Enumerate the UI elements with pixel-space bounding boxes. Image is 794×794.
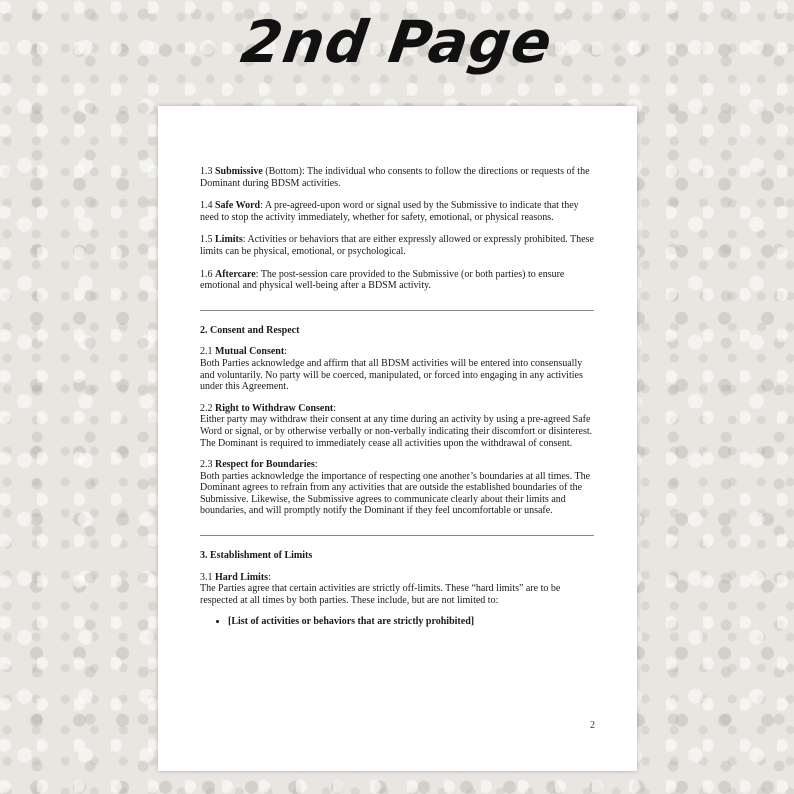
clause-3-1: 3.1 Hard Limits: The Parties agree that certain activities are strictly off-limits. These “hard limits” are to be respected at all times by both parties. These include, but are not limited to: • [List of activities or behaviors that are strictly prohibited] <box>200 572 594 628</box>
clause-2-1: 2.1 Mutual Consent: Both Parties acknowledge and affirm that all BDSM activities will be entered into consensually and voluntarily. No party will be coerced, manipulated, or forced into engaging in any activities under this Agreement. <box>200 346 594 392</box>
clause-text: (Bottom): The individual who consents to follow the directions or requests of the Dominant during BDSM activities. <box>200 166 590 189</box>
clause-2-3: 2.3 Respect for Boundaries: Both parties acknowledge the importance of respecting one another’s boundaries at all times. The Dominant agrees to refrain from any activities that are outside the established boundaries of the Submissive. Likewise, the Submissive agrees to communicate clearly about their limits and boundaries, and will promptly notify the Dominant if they feel uncomfortable or unsafe. <box>200 459 594 517</box>
section-2-title: 2. Consent and Respect <box>200 324 300 336</box>
clause-number: 1.5 <box>200 234 213 246</box>
clause-number: 1.3 <box>200 166 213 177</box>
clause-2-2: 2.2 Right to Withdraw Consent: Either party may withdraw their consent at any time during an activity by using a pre-agreed Safe Word or signal, or by otherwise verbally or non-verbally indicating their discomfort or disinterest. The Dominant is required to immediately cease all activities upon the withdrawal of consent. <box>200 402 593 449</box>
clause-term: Submissive <box>215 166 263 177</box>
clause-body: Both parties acknowledge the importance of respecting one another’s boundaries at all times. The Dominant agrees to refrain from any activities that are outside the established boundaries of the Submissive. Likewise, the Submissive agrees to communicate clearly about their limits and boundaries, and will promptly notify the Dominant if they feel uncomfortable or unsafe. <box>200 470 591 517</box>
document-page <box>158 106 637 771</box>
clause-text: : Activities or behaviors that are either expressly allowed or expressly prohibited. These limits can be physical, emotional, or psychological. <box>200 234 594 257</box>
section-divider <box>200 310 594 311</box>
clause-heading: Hard Limits <box>215 571 269 583</box>
clause-number: 1.4 <box>200 200 213 212</box>
section-divider <box>200 535 594 536</box>
clause-heading: Respect for Boundaries <box>215 459 315 471</box>
clause-text: : The post-session care provided to the Submissive (or both parties) to ensure emotional and physical well-being after a BDSM activity. <box>200 268 565 292</box>
clause-number: 1.6 <box>200 268 213 280</box>
clause-body: The Parties agree that certain activities are strictly off-limits. These “hard limits” are to be respected at all times by both parties. These include, but are not limited to: <box>200 583 561 606</box>
hard-limits-list <box>200 616 594 628</box>
clause-number: 3.1 <box>200 571 213 583</box>
clause-number: 2.1 <box>200 346 213 358</box>
clause-term: Safe Word <box>215 200 261 212</box>
list-item: • [List of activities or behaviors that are strictly prohibited] <box>228 616 594 628</box>
banner-title: 2nd Page <box>237 8 557 76</box>
clause-number: 2.3 <box>200 459 213 471</box>
definition-1-4 <box>200 200 594 223</box>
document-content <box>200 166 594 638</box>
definition-1-5 <box>200 234 594 257</box>
clause-term: Aftercare <box>215 268 256 280</box>
clause-heading: Mutual Consent <box>215 346 285 358</box>
clause-term: Limits <box>215 234 243 246</box>
clause-number: 2.2 <box>200 402 213 414</box>
clause-text: : A pre-agreed-upon word or signal used by the Submissive to indicate that they need to stop the activity immediately, whether for safety, emotional, or physical reasons. <box>200 200 579 223</box>
clause-body: Both Parties acknowledge and affirm that all BDSM activities will be entered into consensually and voluntarily. No party will be coerced, manipulated, or forced into engaging in any activities under this Agreement. <box>200 357 583 393</box>
definition-1-3 <box>200 166 594 189</box>
page-number: 2 <box>590 720 595 731</box>
section-3-title: 3. Establishment of Limits <box>200 550 313 562</box>
clause-heading: Right to Withdraw Consent <box>215 402 334 414</box>
clause-body: Either party may withdraw their consent at any time during an activity by using a pre-agreed Safe Word or signal, or by otherwise verbally or non-verbally indicating their discomfort or disinterest. The Dominant is required to immediately cease all activities upon the withdrawal of consent. <box>200 414 593 449</box>
definition-1-6 <box>200 269 594 292</box>
